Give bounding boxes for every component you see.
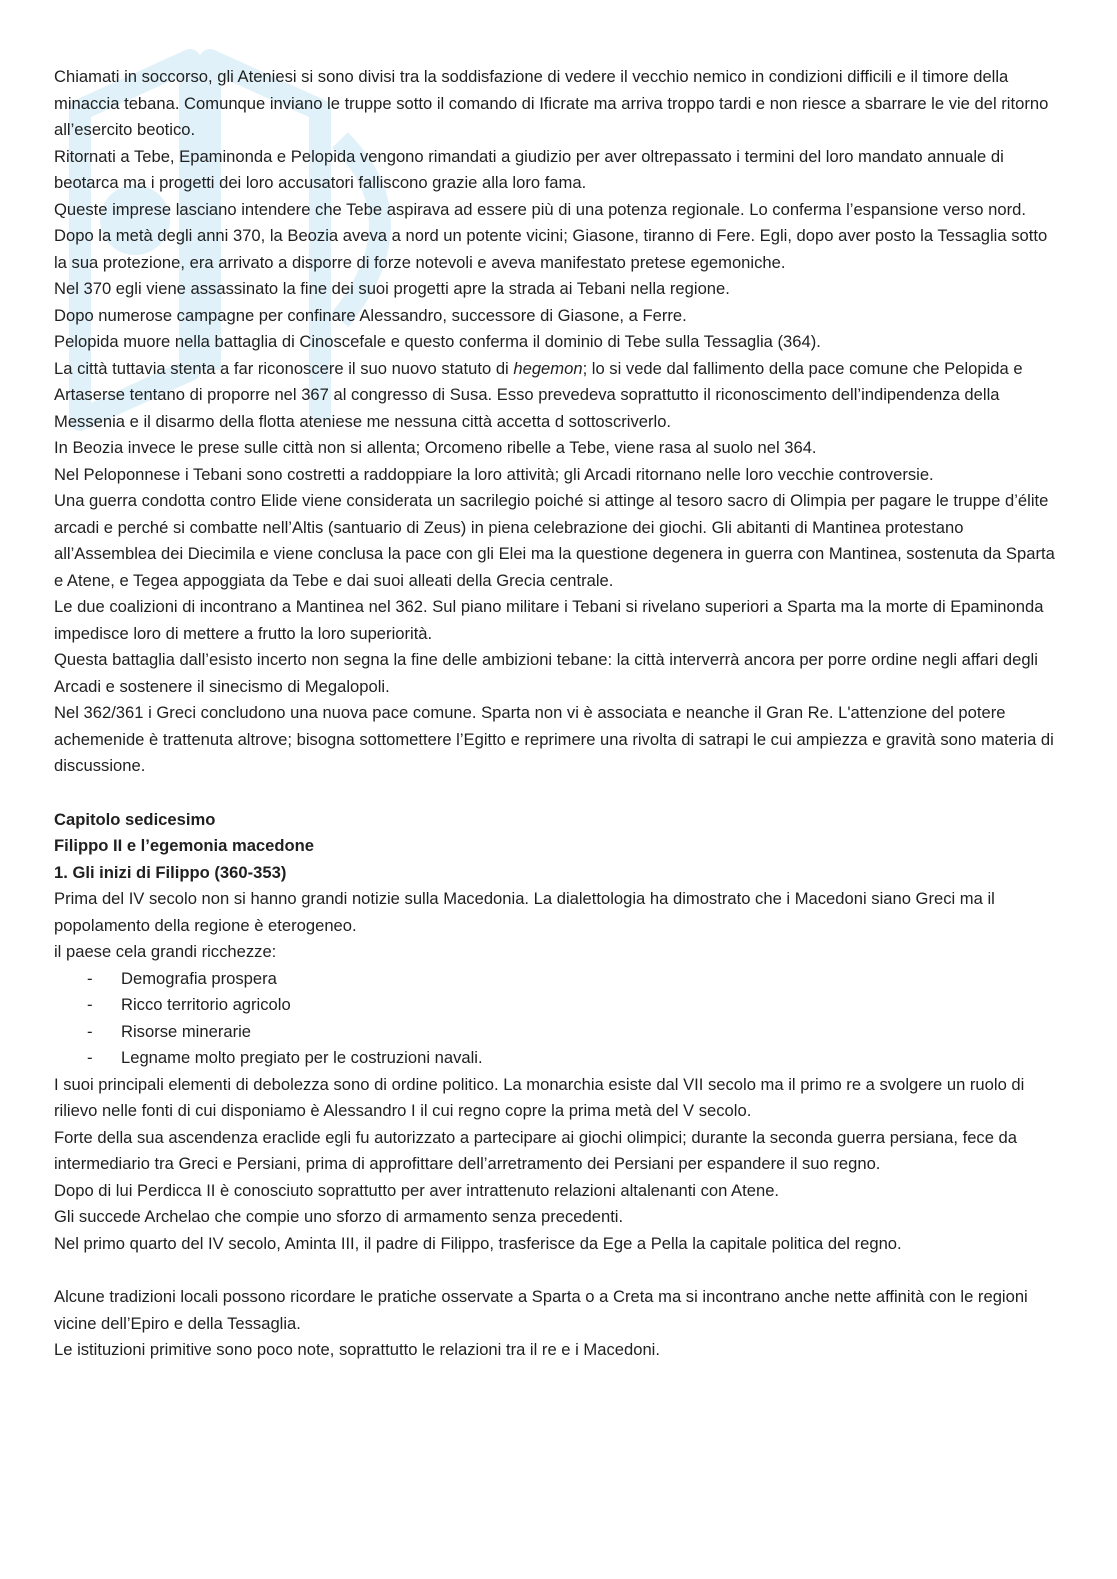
paragraph: Nel primo quarto del IV secolo, Aminta III, il padre di Filippo, trasferisce da Ege a Pella la capitale politica del regno. <box>54 1233 902 1253</box>
chapter-title: Filippo II e l’egemonia macedone <box>54 836 315 855</box>
paragraph: Gli succede Archelao che compie uno sforzo di armamento senza precedenti. <box>54 1207 624 1226</box>
list-item: - Legname molto pregiato per le costruzioni navali. <box>54 1045 1064 1072</box>
paragraph: Chiamati in soccorso, gli Ateniesi si sono divisi tra la soddisfazione di vedere il vecchio nemico in condizioni difficili e il timore della minaccia tebana. Comunque inviano le truppe sotto il comando di Ificrate ma arriva troppo tardi e non riesce a sbarrare le vie del ritorno all’esercito beotico. <box>54 67 1049 139</box>
paragraph: Le due coalizioni di incontrano a Mantinea nel 362. Sul piano militare i Tebani si rivelano superiori a Sparta ma la morte di Epaminonda impedisce loro di mettere a frutto la loro superiorità. <box>54 597 1044 643</box>
paragraph: il paese cela grandi ricchezze: <box>54 942 277 961</box>
text-segment: La città tuttavia stenta a far riconoscere il suo nuovo statuto di <box>54 358 514 378</box>
paragraph: Questa battaglia dall’esisto incerto non segna la fine delle ambizioni tebane: la città interverrà ancora per porre ordine negli affari degli Arcadi e sostenere il sinecismo di Megalopoli. <box>54 650 1038 696</box>
text-segment: ; lo si vede dal fallimento della pace comune che Pelopida e Artaserse tentano di proporre nel 367 al congresso di Susa. Esso prevedeva soprattutto il riconoscimento dell’indipendenza della Messenia e il disarmo della flotta ateniese me nessuna città accetta d sottoscriverlo. <box>54 358 1023 431</box>
list-item: - Ricco territorio agricolo <box>54 992 1064 1019</box>
section-heading: 1. Gli inizi di Filippo (360-353) <box>54 862 287 882</box>
paragraph: Pelopida muore nella battaglia di Cinoscefale e questo conferma il dominio di Tebe sulla Tessaglia (364). <box>54 332 821 351</box>
blank-line <box>54 780 1064 807</box>
paragraph: Dopo numerose campagne per confinare Alessandro, successore di Giasone, a Ferre. <box>54 305 687 325</box>
paragraph: Alcune tradizioni locali possono ricordare le pratiche osservate a Sparta o a Creta ma si incontrano anche nette affinità con le regioni vicine dell’Epiro e della Tessaglia. <box>54 1287 1028 1333</box>
paragraph: Una guerra condotta contro Elide viene considerata un sacrilegio poiché si attinge al tesoro sacro di Olimpia per pagare le truppe d’élite arcadi e perché si combatte nell’Altis (santuario di Zeus) in piena celebrazione dei giochi. Gli abitanti di Mantinea protestano all’Assemblea dei Diecimila e viene conclusa la pace con gli Elei ma la questione degenera in guerra con Mantinea, sostenuta da Sparta e Atene, e Tegea appoggiata da Tebe e dai suoi alleati della Grecia centrale. <box>54 491 1055 590</box>
paragraph-hegemon <box>54 356 1064 436</box>
document-page <box>54 64 1064 1364</box>
paragraph: I suoi principali elementi di debolezza sono di ordine politico. La monarchia esiste dal VII secolo ma il primo re a svolgere un ruolo di rilievo nelle fonti di cui disponiamo è Alessandro I il cui regno copre la prima metà del V secolo. <box>54 1074 1025 1120</box>
paragraph: Queste imprese lasciano intendere che Tebe aspirava ad essere più di una potenza regionale. Lo conferma l’espansione verso nord. <box>54 199 1026 219</box>
paragraph: Nel 370 egli viene assassinato la fine dei suoi progetti apre la strada ai Tebani nella regione. <box>54 279 730 298</box>
paragraph: Prima del IV secolo non si hanno grandi notizie sulla Macedonia. La dialettologia ha dimostrato che i Macedoni siano Greci ma il popolamento della regione è eterogeneo. <box>54 889 995 935</box>
paragraph: Ritornati a Tebe, Epaminonda e Pelopida vengono rimandati a giudizio per aver oltrepassato i termini del loro mandato annuale di beotarca ma i progetti dei loro accusatori falliscono grazie alla loro fama. <box>54 146 1004 192</box>
paragraph: Forte della sua ascendenza eraclide egli fu autorizzato a partecipare ai giochi olimpici; durante la seconda guerra persiana, fece da intermediario tra Greci e Persiani, prima di approfittare dell’arretramento dei Persiani per espandere il suo regno. <box>54 1127 1018 1173</box>
riches-list <box>54 966 1064 1072</box>
chapter-label: Capitolo sedicesimo <box>54 809 216 829</box>
paragraph: In Beozia invece le prese sulle città non si allenta; Orcomeno ribelle a Tebe, viene rasa al suolo nel 364. <box>54 438 817 457</box>
blank-line <box>54 1257 1064 1284</box>
paragraph: Dopo di lui Perdicca II è conosciuto soprattutto per aver intrattenuto relazioni altalenanti con Atene. <box>54 1180 780 1200</box>
list-item: - Risorse minerarie <box>54 1019 1064 1046</box>
paragraph: Nel Peloponnese i Tebani sono costretti a raddoppiare la loro attività; gli Arcadi ritornano nelle loro vecchie controversie. <box>54 464 934 484</box>
italic-term: hegemon <box>513 358 583 378</box>
list-item: - Demografia prospera <box>54 966 1064 993</box>
paragraph: Le istituzioni primitive sono poco note, soprattutto le relazioni tra il re e i Macedoni. <box>54 1340 660 1359</box>
paragraph: Nel 362/361 i Greci concludono una nuova pace comune. Sparta non vi è associata e neanche il Gran Re. L'attenzione del potere achemenide è trattenuta altrove; bisogna sottomettere l’Egitto e reprimere una rivolta di satrapi le cui ampiezza e gravità sono materia di discussione. <box>54 703 1054 775</box>
paragraph: Dopo la metà degli anni 370, la Beozia aveva a nord un potente vicini; Giasone, tiranno di Fere. Egli, dopo aver posto la Tessaglia sotto la sua protezione, era arrivato a disporre di forze notevoli e aveva manifestato pretese egemoniche. <box>54 226 1048 272</box>
